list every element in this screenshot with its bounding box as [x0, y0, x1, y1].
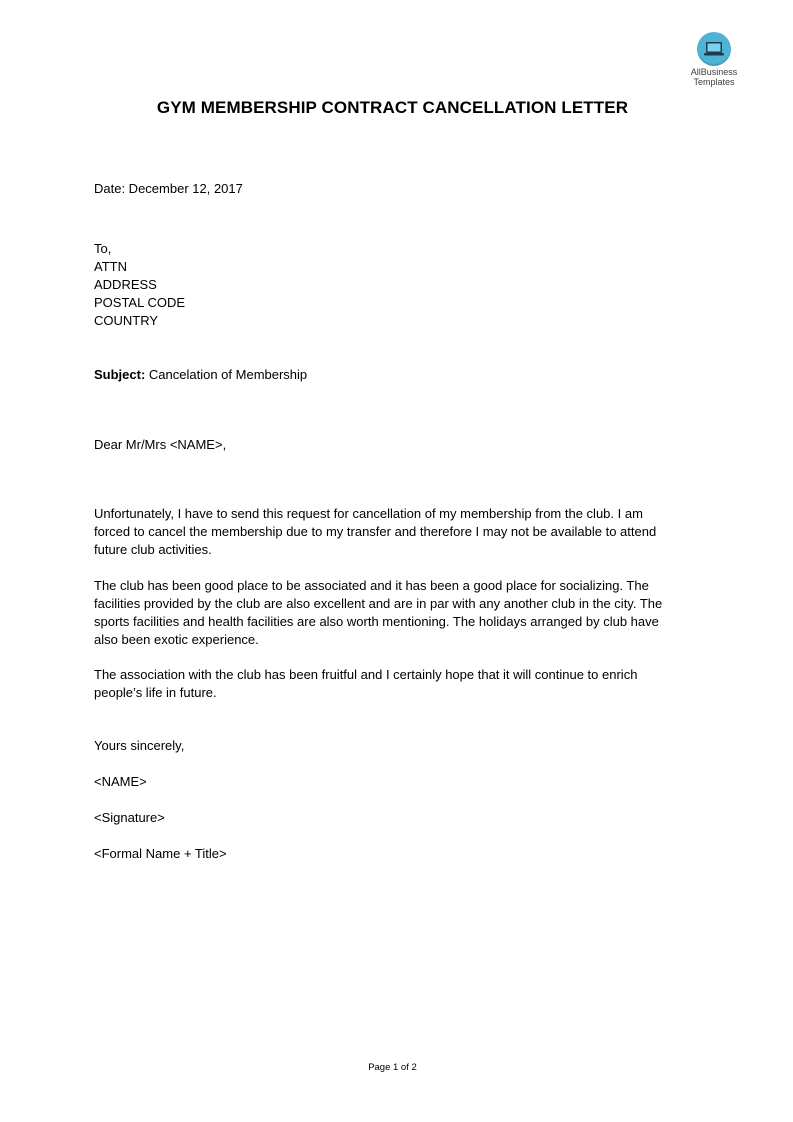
subject-text: Cancelation of Membership [145, 367, 308, 382]
paragraph-line: forced to cancel the membership due to my transfer and therefore I may not be available to attend [94, 524, 657, 539]
sign-off: Yours sincerely, [94, 738, 185, 753]
paragraph-line: Unfortunately, I have to send this request for cancellation of my membership from the club. I am [94, 506, 643, 521]
formal-name-title: <Formal Name + Title> [94, 846, 227, 861]
letter-title: GYM MEMBERSHIP CONTRACT CANCELLATION LETTER [156, 98, 629, 117]
paragraph-line: people’s life in future. [94, 685, 217, 700]
recipient-to: To, [94, 241, 112, 256]
logo-text [676, 67, 752, 87]
recipient-postal-code: POSTAL CODE [94, 295, 186, 310]
paragraph-line: sports facilities and health facilities are also worth mentioning. The holidays arranged by club have [94, 614, 659, 629]
paragraph-line: facilities provided by the club are also excellent and are in par with any another club in the city. The [94, 596, 663, 611]
subject-label: Subject: [94, 367, 146, 382]
signature-placeholder: <Signature> [94, 810, 165, 825]
logo-line-1: AllBusiness [690, 67, 738, 77]
brand-logo [676, 32, 752, 87]
paragraph-line: also been exotic experience. [94, 632, 259, 647]
laptop-icon [703, 40, 725, 58]
date-line: Date: December 12, 2017 [94, 181, 243, 196]
paragraph-line: future club activities. [94, 542, 212, 557]
subject-line [94, 366, 307, 384]
logo-badge [697, 32, 731, 66]
paragraph-line: The association with the club has been fruitful and I certainly hope that it will continue to enrich [94, 667, 638, 682]
sender-name: <NAME> [94, 774, 147, 789]
paragraph-3 [94, 666, 694, 702]
page-number: Page 1 of 2 [368, 1062, 417, 1073]
paragraph-2 [94, 577, 694, 649]
recipient-attn: ATTN [94, 259, 127, 274]
paragraph-line: The club has been good place to be associated and it has been a good place for socializing. The [94, 578, 649, 593]
salutation: Dear Mr/Mrs <NAME>, [94, 437, 227, 452]
recipient-country: COUNTRY [94, 313, 159, 328]
paragraph-1 [94, 505, 694, 559]
logo-line-2: Templates [693, 77, 735, 87]
recipient-address: ADDRESS [94, 277, 157, 292]
